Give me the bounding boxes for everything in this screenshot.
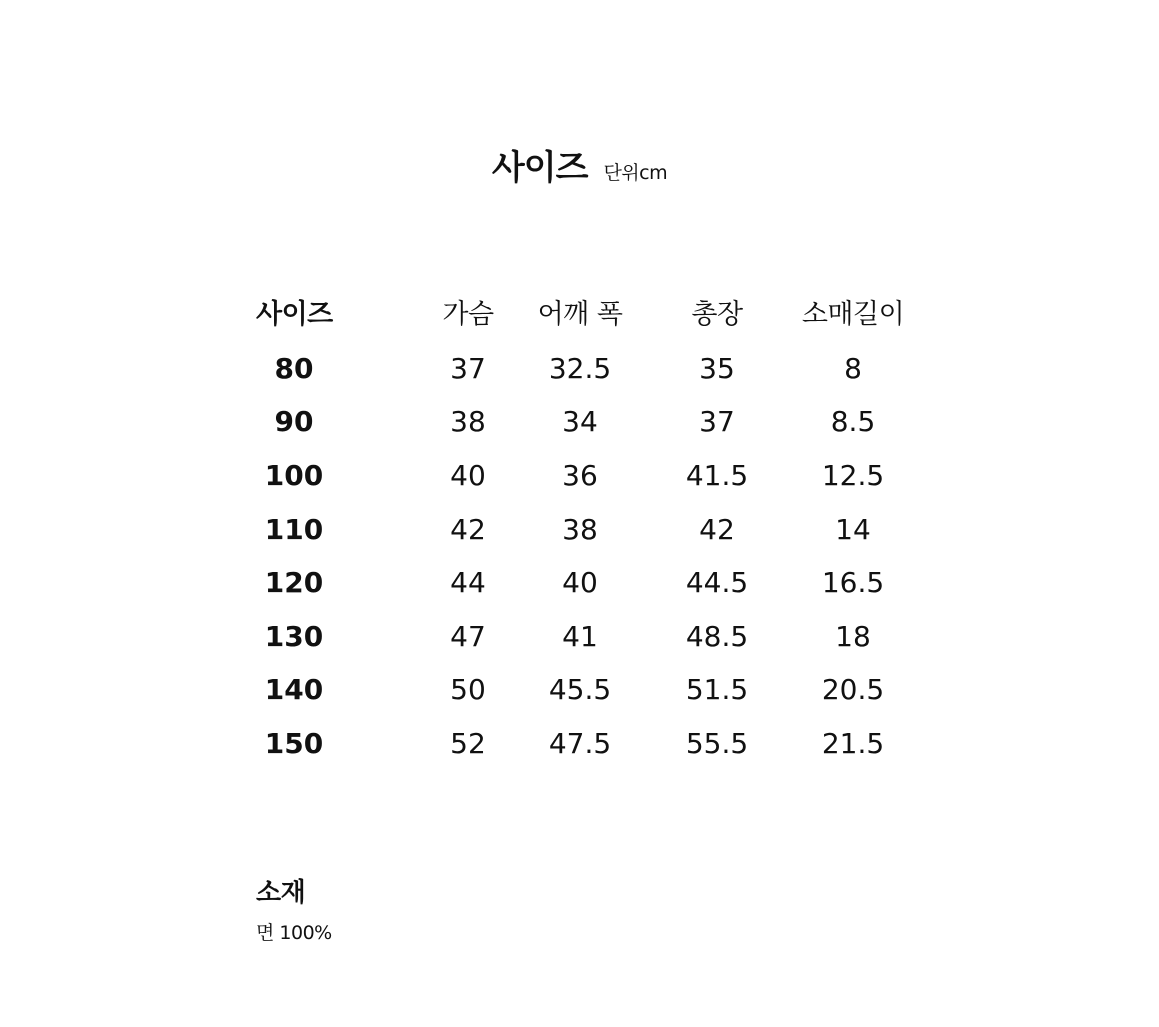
table-cell-shoulder: 40 — [562, 566, 598, 599]
table-cell-size: 100 — [264, 459, 324, 492]
table-cell-size: 80 — [274, 352, 314, 385]
table-cell-chest: 44 — [450, 566, 486, 599]
table-cell-length: 48.5 — [685, 620, 749, 653]
table-cell-shoulder: 38 — [562, 513, 598, 546]
table-cell-chest: 47 — [450, 620, 486, 653]
column-header-size: 사이즈 — [256, 299, 333, 330]
table-cell-shoulder: 36 — [562, 459, 598, 492]
table-cell-length: 51.5 — [685, 673, 749, 706]
table-cell-length: 41.5 — [685, 459, 749, 492]
table-cell-shoulder: 32.5 — [548, 352, 612, 385]
table-cell-sleeve: 21.5 — [821, 727, 885, 760]
table-cell-sleeve: 8 — [844, 352, 862, 385]
column-header-length: 총장 — [691, 299, 743, 330]
table-cell-length: 55.5 — [685, 727, 749, 760]
table-cell-shoulder: 45.5 — [548, 673, 612, 706]
table-cell-chest: 37 — [450, 352, 486, 385]
table-cell-size: 90 — [274, 405, 314, 438]
table-cell-length: 35 — [699, 352, 735, 385]
table-cell-chest: 50 — [450, 673, 486, 706]
table-cell-chest: 40 — [450, 459, 486, 492]
table-cell-sleeve: 12.5 — [821, 459, 885, 492]
table-cell-size: 150 — [264, 727, 324, 760]
table-cell-length: 42 — [699, 513, 735, 546]
table-cell-size: 130 — [264, 620, 324, 653]
table-cell-chest: 38 — [450, 405, 486, 438]
table-cell-shoulder: 47.5 — [548, 727, 612, 760]
size-section-header — [0, 140, 1159, 189]
table-cell-sleeve: 16.5 — [821, 566, 885, 599]
table-cell-sleeve: 18 — [835, 620, 871, 653]
table-cell-sleeve: 14 — [835, 513, 871, 546]
column-header-shoulder: 어깨 폭 — [537, 299, 623, 330]
table-cell-sleeve: 8.5 — [830, 405, 876, 438]
column-header-chest: 가슴 — [442, 299, 494, 330]
material-title: 소재 — [256, 878, 306, 908]
table-cell-chest: 42 — [450, 513, 486, 546]
table-cell-shoulder: 34 — [562, 405, 598, 438]
table-cell-size: 140 — [264, 673, 324, 706]
table-cell-sleeve: 20.5 — [821, 673, 885, 706]
table-cell-size: 110 — [264, 513, 324, 546]
table-cell-length: 44.5 — [685, 566, 749, 599]
table-cell-shoulder: 41 — [562, 620, 598, 653]
table-cell-size: 120 — [264, 566, 324, 599]
size-title: 사이즈 — [491, 148, 588, 188]
table-cell-chest: 52 — [450, 727, 486, 760]
column-header-sleeve: 소매길이 — [801, 299, 905, 330]
table-cell-length: 37 — [699, 405, 735, 438]
unit-label: 단위cm — [603, 162, 668, 184]
material-value: 면 100% — [256, 922, 332, 944]
